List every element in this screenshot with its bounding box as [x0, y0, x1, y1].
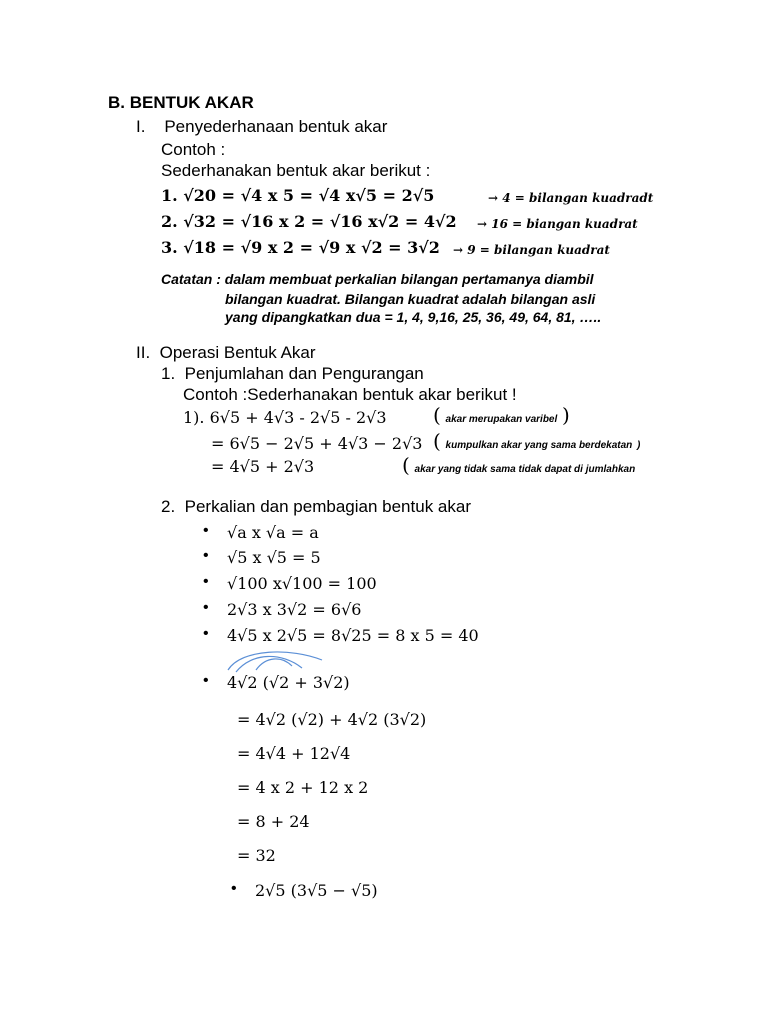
bullet-dot: • — [203, 625, 209, 642]
step-2: = 4√4 + 12√4 — [237, 744, 351, 763]
sub1-heading: 1. Penjumlahan dan Pengurangan — [161, 364, 424, 383]
part1-contoh: Contoh : — [161, 140, 226, 159]
sub1-line-3-remark-wrap: ( akar yang tidak sama tidak dapat di jumlahkan — [402, 453, 636, 477]
bullet-6: 4√2 (√2 + 3√2) — [227, 673, 350, 692]
bullet-dot: • — [203, 573, 209, 590]
example-3-remark: → 9 = bilangan kuadrat — [453, 243, 610, 257]
bullet-5: 4√5 x 2√5 = 8√25 = 8 x 5 = 40 — [227, 626, 479, 645]
example-1-remark: → 4 = bilangan kuadradt — [488, 191, 654, 205]
bullet-1: √a x √a = a — [227, 523, 319, 542]
sub2-heading: 2. Perkalian dan pembagian bentuk akar — [161, 497, 471, 516]
sub1-line-1-remark-wrap: ( akar merupakan varibel ) — [433, 403, 570, 427]
bullet-3: √100 x√100 = 100 — [227, 574, 377, 593]
example-2: 2. √32 = √16 x 2 = √16 x√2 = 4√2 — [161, 212, 457, 231]
bullet-dot: • — [203, 672, 209, 689]
note-line-2: bilangan kuadrat. Bilangan kuadrat adalah bilangan asli — [225, 291, 596, 307]
example-2-remark: → 16 = biangan kuadrat — [477, 217, 638, 231]
bullet-dot: • — [231, 880, 237, 897]
sub1-line-2: = 6√5 − 2√5 + 4√3 − 2√3 — [211, 434, 423, 453]
bullet-dot: • — [203, 522, 209, 539]
step-5: = 32 — [237, 846, 276, 865]
bullet-2: √5 x √5 = 5 — [227, 548, 321, 567]
handwritten-arc-annotation — [222, 646, 332, 676]
note-line-3: yang dipangkatkan dua = 1, 4, 9,16, 25, 36, 49, 64, 81, ….. — [225, 309, 602, 325]
sub1-line-1-remark: akar merupakan varibel — [445, 414, 558, 425]
part2-heading: II. Operasi Bentuk Akar — [136, 343, 316, 362]
bullet-dot: • — [203, 599, 209, 616]
step-3: = 4 x 2 + 12 x 2 — [237, 778, 369, 797]
step-4: = 8 + 24 — [237, 812, 310, 831]
sub1-line-3-remark: akar yang tidak sama tidak dapat di jumlahkan — [414, 464, 636, 475]
sub1-line-3: = 4√5 + 2√3 — [211, 457, 315, 476]
bullet-dot: • — [203, 547, 209, 564]
sub1-line-1: 1). 6√5 + 4√3 - 2√5 - 2√3 — [183, 408, 387, 427]
note-line-1: Catatan : dalam membuat perkalian bilangan pertamanya diambil — [161, 271, 594, 287]
part1-instruction: Sederhanakan bentuk akar berikut : — [161, 161, 431, 180]
bullet-4: 2√3 x 3√2 = 6√6 — [227, 600, 362, 619]
example-3: 3. √18 = √9 x 2 = √9 x √2 = 3√2 — [161, 238, 440, 257]
section-title: B. BENTUK AKAR — [108, 93, 254, 112]
example-1: 1. √20 = √4 x 5 = √4 x√5 = 2√5 — [161, 186, 435, 205]
sub1-line-2-remark: kumpulkan akar yang sama berdekatan — [445, 440, 633, 451]
last-bullet: 2√5 (3√5 − √5) — [255, 881, 378, 900]
sub1-line-2-remark-wrap: ( kumpulkan akar yang sama berdekatan ) — [433, 429, 641, 453]
sub1-contoh: Contoh :Sederhanakan bentuk akar berikut ! — [183, 385, 517, 404]
part1-heading: I. Penyederhanaan bentuk akar — [136, 117, 388, 136]
step-1: = 4√2 (√2) + 4√2 (3√2) — [237, 710, 427, 729]
